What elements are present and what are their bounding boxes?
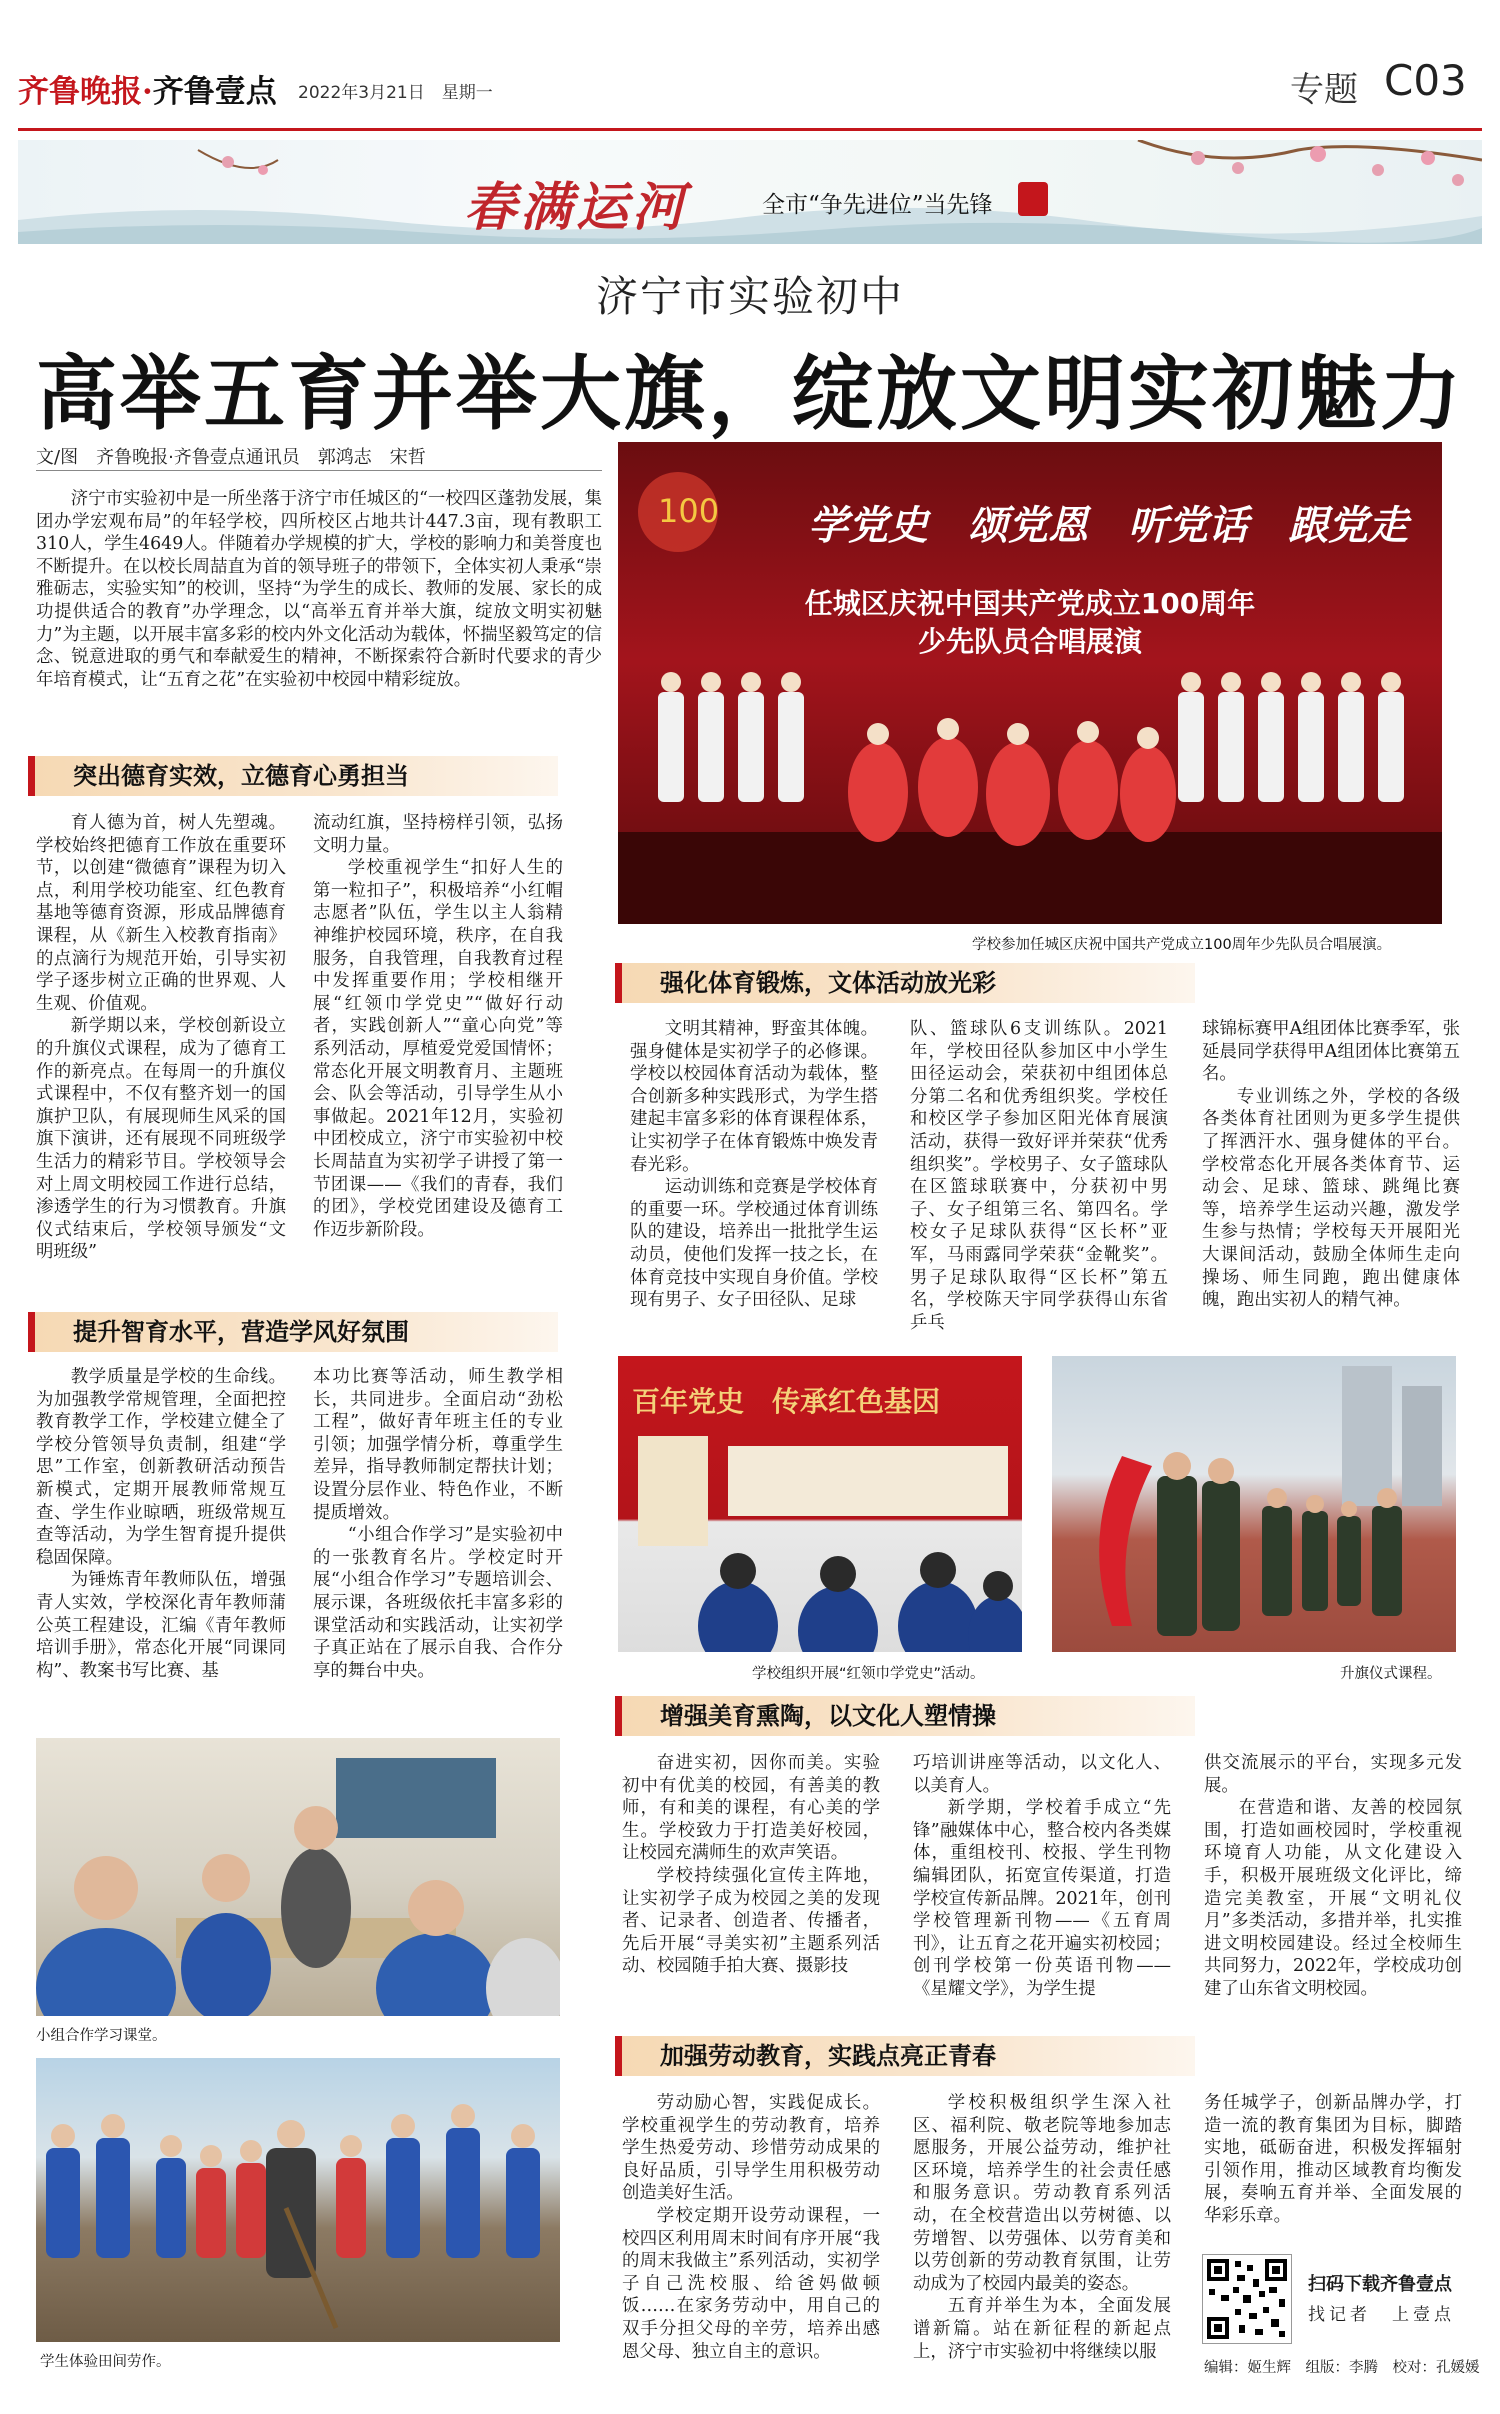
paragraph: 队、篮球队6支训练队。2021年，学校田径队参加区中小学生田径运动会，荣获初中组团体总分第二名和优秀组织奖。学校任和校区学子参加区阳光体育展演活动，获得一致好评并荣获“优秀组织奖”。学校男子、女子篮球队在区篮球联赛中，分获初中男子、女子组第三名、第四名。学校女子足球队获得“区长杯”亚军，马雨露同学荣获“金靴奖”。男子足球队取得“区长杯”第五名，学校陈天宇同学获得山东省乒乓 bbox=[910, 1019, 1168, 1333]
paragraph: 学校持续强化宣传主阵地，让实初学子成为校园之美的发现者、记录者、创造者、传播者，先后开展“寻美实初”主题系列活动、校园随手拍大赛、摄影技 bbox=[622, 1865, 880, 1977]
paragraph: 球锦标赛甲A组团体比赛季军，张延晨同学获得甲A组团体比赛第五名。 bbox=[1202, 1019, 1460, 1085]
logo-right: 齐鲁壹点 bbox=[152, 74, 277, 110]
group-study-scene bbox=[36, 1738, 560, 2016]
section-moral-col2 bbox=[313, 812, 563, 1241]
article-headline: 高举五育并举大旗，绽放文明实初魅力 bbox=[35, 347, 1464, 442]
masthead-rule bbox=[18, 128, 1482, 131]
party-history-photo bbox=[618, 1356, 1022, 1652]
paragraph: “小组合作学习”是实验初中的一张教育名片。学校定时开展“小组合作学习”专题培训会、展示课，各班级依托丰富多彩的课堂活动和实践活动，让实初学子真正站在了展示自我、合作分享的舞台中央。 bbox=[313, 1525, 563, 1681]
intro-paragraph: 济宁市实验初中是一所坐落于济宁市任城区的“一校四区蓬勃发展，集团办学宏观布局”的年轻学校，四所校区占地共计447.3亩，现有教职工310人，学生4649人。伴随着办学规模的扩大，学校的影响力和美誉度也不断提升。在以校长周喆直为首的领导班子的带领下，全体实初人秉承“崇雅砺志，实验实知”的校训，坚持“为学生的成长、教师的发展、家长的成功提供适合的教育”办学理念，以“高举五育并举大旗，绽放文明实初魅力”为主题，以开展丰富多彩的校内外文化活动为载体，怀揣坚毅笃定的信念、锐意进取的勇气和奉献爱生的精神，不断探索符合新时代要求的青少年培育模式，让“五育之花”在实验初中校园中精彩绽放。 bbox=[36, 489, 602, 690]
paragraph: 劳动励心智，实践促成长。学校重视学生的劳动教育，培养学生热爱劳动、珍惜劳动成果的良好品质，引导学生用积极劳动创造美好生活。 bbox=[622, 2093, 880, 2204]
field-work-scene bbox=[36, 2058, 560, 2342]
section-aesthetic-col1 bbox=[622, 1752, 880, 1978]
section-labor-col3 bbox=[1204, 2092, 1462, 2228]
section-physical-col3 bbox=[1202, 1018, 1460, 1312]
group-study-photo bbox=[36, 1738, 560, 2016]
choir-banner-line1: 学党史 颂党恩 听党话 跟党走 bbox=[808, 502, 1408, 549]
svg-text:100: 100 bbox=[658, 492, 720, 530]
party-history-wall-text: 百年党史 传承红色基因 bbox=[632, 1385, 941, 1418]
paragraph: 文明其精神，野蛮其体魄。强身健体是实初学子的必修课。学校以校园体育活动为载体，整合创新多种实践形式，为学生搭建起丰富多彩的体育课程体系，让实初学子在体育锻炼中焕发青春光彩。 bbox=[630, 1019, 878, 1175]
page-number: C03 bbox=[1384, 56, 1467, 105]
logo-left: 齐鲁晚报· bbox=[18, 74, 153, 110]
flag-ceremony-photo bbox=[1052, 1356, 1456, 1652]
paragraph: 新学期以来，学校创新设立的升旗仪式课程，成为了德育工作的新亮点。在每周一的升旗仪式课程中，不仅有整齐划一的国旗护卫队，有展现师生风采的国旗下演讲，还有展现不同班级学生活力的精彩节目。学校领导会对上周文明校园工作进行总结，渗透学生的行为习惯教育。升旗仪式结束后，学校领导颁发“文明班级” bbox=[36, 1016, 286, 1263]
section-moral-col1 bbox=[36, 812, 286, 1264]
article-byline: 文/图 齐鲁晚报·齐鲁壹点通讯员 郭鸿志 宋哲 bbox=[36, 447, 426, 468]
choir-photo-caption: 学校参加任城区庆祝中国共产党成立100周年少先队员合唱展演。 bbox=[972, 937, 1392, 953]
byline-rule bbox=[36, 470, 602, 471]
paragraph: 学校重视学生“扣好人生的第一粒扣子”，积极培养“小红帽志愿者”队伍，学生以主人翁精神维护校园环境，秩序，在自我服务，自我管理，自我教育过程中发挥重要作用；学校相继开展“红领巾学党史”“做好行动者，实践创新人”“童心向党”等系列活动，厚植爱党爱国情怀；常态化开展文明教育月、主题班会、队会等活动，引导学生从小事做起。2021年12月，实验初中团校成立，济宁市实验初中校长周喆直为实初学子讲授了第一节团课——《我们的青春，我们的团》，学校党团建设及德育工作迈步新阶段。 bbox=[313, 858, 563, 1240]
newspaper-logo bbox=[18, 66, 277, 112]
section-aesthetic-col3 bbox=[1204, 1752, 1462, 2001]
topic-banner bbox=[18, 140, 1482, 244]
party-history-caption: 学校组织开展“红领巾学党史”活动。 bbox=[752, 1666, 985, 1682]
issue-date: 2022年3月21日 星期一 bbox=[298, 83, 493, 103]
article-intro bbox=[36, 488, 602, 691]
banner-decoration bbox=[18, 140, 1482, 244]
article-kicker: 济宁市实验初中 bbox=[595, 272, 904, 321]
paragraph: 五育并举生为本，全面发展谱新篇。站在新征程的新起点上，济宁市实验初中将继续以服 bbox=[913, 2296, 1171, 2362]
section-physical-col1 bbox=[630, 1018, 878, 1312]
section-physical-col2 bbox=[910, 1018, 1168, 1334]
paragraph: 新学期，学校着手成立“先锋”融媒体中心，整合校内各类媒体，重组校刊、校报、学生刊物编辑团队，拓宽宣传渠道，打造学校宣传新品牌。2021年，创刊学校管理新刊物——《五育周刊》，让五育之花开遍实初校园；创刊学校第一份英语刊物——《星耀文学》，为学生提 bbox=[913, 1798, 1171, 1999]
section-heading-labor: 加强劳动教育，实践点亮正青春 bbox=[615, 2036, 1195, 2076]
field-work-photo bbox=[36, 2058, 560, 2342]
section-heading-aesthetic: 增强美育熏陶，以文化人塑情操 bbox=[615, 1696, 1195, 1736]
paragraph: 奋进实初，因你而美。实验初中有优美的校园，有善美的教师，有和美的课程，有心美的学生。学校致力于打造美好校园，让校园充满师生的欢声笑语。 bbox=[622, 1753, 880, 1864]
paragraph: 务任城学子，创新品牌办学，打造一流的教育集团为目标，脚踏实地，砥砺奋进，积极发挥辐射引领作用，推动区域教育均衡发展，奏响五育并举、全面发展的华彩乐章。 bbox=[1204, 2093, 1462, 2226]
paragraph: 流动红旗，坚持榜样引领，弘扬文明力量。 bbox=[313, 813, 563, 856]
paragraph: 巧培训讲座等活动，以文化人、以美育人。 bbox=[913, 1753, 1171, 1796]
banner-title: 春满运河 bbox=[464, 177, 689, 238]
paragraph: 学校积极组织学生深入社区、福利院、敬老院等地参加志愿服务，开展公益劳动，维护社区环境，培养学生的社会责任感和服务意识。劳动教育系列活动，在全校营造出以劳树德、以劳增智、以劳强体、以劳育美和以劳创新的劳动教育氛围，让劳动成为了校园内最美的姿态。 bbox=[913, 2093, 1171, 2294]
choir-banner-line3: 少先队员合唱展演 bbox=[917, 625, 1142, 658]
paragraph: 专业训练之外，学校的各级各类体育社团则为更多学生提供了挥洒汗水、强身健体的平台。学校常态化开展各类体育节、运动会、足球、篮球、跳绳比赛等，培养学生运动兴趣，激发学生参与热情；学校每天开展阳光大课间活动，鼓励全体师生走向操场、师生同跑，跑出健康体魄，跑出实初人的精气神。 bbox=[1202, 1086, 1460, 1311]
qr-subtitle: 找记者 上壹点 bbox=[1308, 2305, 1455, 2325]
paragraph: 教学质量是学校的生命线。为加强教学常规管理，全面把控教育教学工作，学校建立健全了学校分管领导负责制，组建“学思”工作室，创新教研活动预告新模式，定期开展教师常规互查、学生作业晾晒，班级常规互查等活动，为学生智育提升提供稳固保障。 bbox=[36, 1367, 286, 1568]
section-aesthetic-col2 bbox=[913, 1752, 1171, 2001]
section-heading-physical: 强化体育锻炼，文体活动放光彩 bbox=[615, 963, 1195, 1003]
group-study-caption: 小组合作学习课堂。 bbox=[36, 2028, 167, 2044]
paragraph: 运动训练和竞赛是学校体育的重要一环。学校通过体育训练队的建设，培养出一批批学生运动员，使他们发挥一技之长，在体育竞技中实现自身价值。学校现有男子、女子田径队、足球 bbox=[630, 1177, 878, 1311]
paragraph: 本功比赛等活动，师生教学相长，共同进步。全面启动“劲松工程”，做好青年班主任的专业引领；加强学情分析，尊重学生差异，指导教师制定帮扶计划；设置分层作业、特色作业，不断提质增效。 bbox=[313, 1367, 563, 1523]
qr-code-icon[interactable] bbox=[1202, 2254, 1292, 2344]
flag-ceremony-caption: 升旗仪式课程。 bbox=[1340, 1666, 1442, 1682]
section-labor-col2 bbox=[913, 2092, 1171, 2363]
banner-subtitle: 全市“争先进位”当先锋 bbox=[762, 192, 993, 218]
paragraph: 学校定期开设劳动课程，一校四区利用周末时间有序开展“我的周末我做主”系列活动，实初学子自己洗校服、给爸妈做顿饭……在家务劳动中，用自己的双手分担父母的辛劳，培养出感恩父母、独立自主的意识。 bbox=[622, 2205, 880, 2362]
paragraph: 供交流展示的平台，实现多元发展。 bbox=[1204, 1753, 1462, 1796]
paragraph: 为锤炼青年教师队伍，增强青人实效，学校深化青年教师蒲公英工程建设，汇编《青年教师培训手册》，常态化开展“同课同构”、教案书写比赛、基 bbox=[36, 1570, 286, 1681]
editors-credit: 编辑：姬生辉 组版：李腾 校对：孔媛媛 bbox=[1204, 2360, 1480, 2376]
section-heading-moral: 突出德育实效，立德育心勇担当 bbox=[28, 756, 558, 796]
field-work-caption: 学生体验田间劳作。 bbox=[40, 2354, 171, 2370]
paragraph: 育人德为首，树人先塑魂。学校始终把德育工作放在重要环节，以创建“微德育”课程为切入点，利用学校功能室、红色教育基地等德育资源，形成品牌德育课程，从《新生入校教育指南》的点滴行为规范开始，引导实初学子逐步树立正确的世界观、人生观、价值观。 bbox=[36, 813, 286, 1014]
qr-code-pattern bbox=[1203, 2255, 1291, 2343]
section-name: 专题 bbox=[1290, 70, 1358, 110]
section-heading-intellectual: 提升智育水平，营造学风好氛围 bbox=[28, 1312, 558, 1352]
seal-icon bbox=[1018, 182, 1048, 216]
paragraph: 在营造和谐、友善的校园氛围，打造如画校园时，学校重视环境育人功能，从文化建设入手，积极开展班级文化评比，缔造完美教室，开展“文明礼仪月”多类活动，多措并举，扎实推进文明校园建设。经过全校师生共同努力，2022年，学校成功创建了山东省文明校园。 bbox=[1204, 1798, 1462, 1999]
choir-banner-line2: 任城区庆祝中国共产党成立100周年 bbox=[804, 587, 1256, 620]
qr-title: 扫码下载齐鲁壹点 bbox=[1308, 2274, 1452, 2295]
section-intellectual-col2 bbox=[313, 1366, 563, 1682]
choir-photo bbox=[618, 442, 1442, 924]
section-intellectual-col1 bbox=[36, 1366, 286, 1682]
section-labor-col1 bbox=[622, 2092, 880, 2363]
flag-ceremony-scene bbox=[1052, 1356, 1456, 1652]
